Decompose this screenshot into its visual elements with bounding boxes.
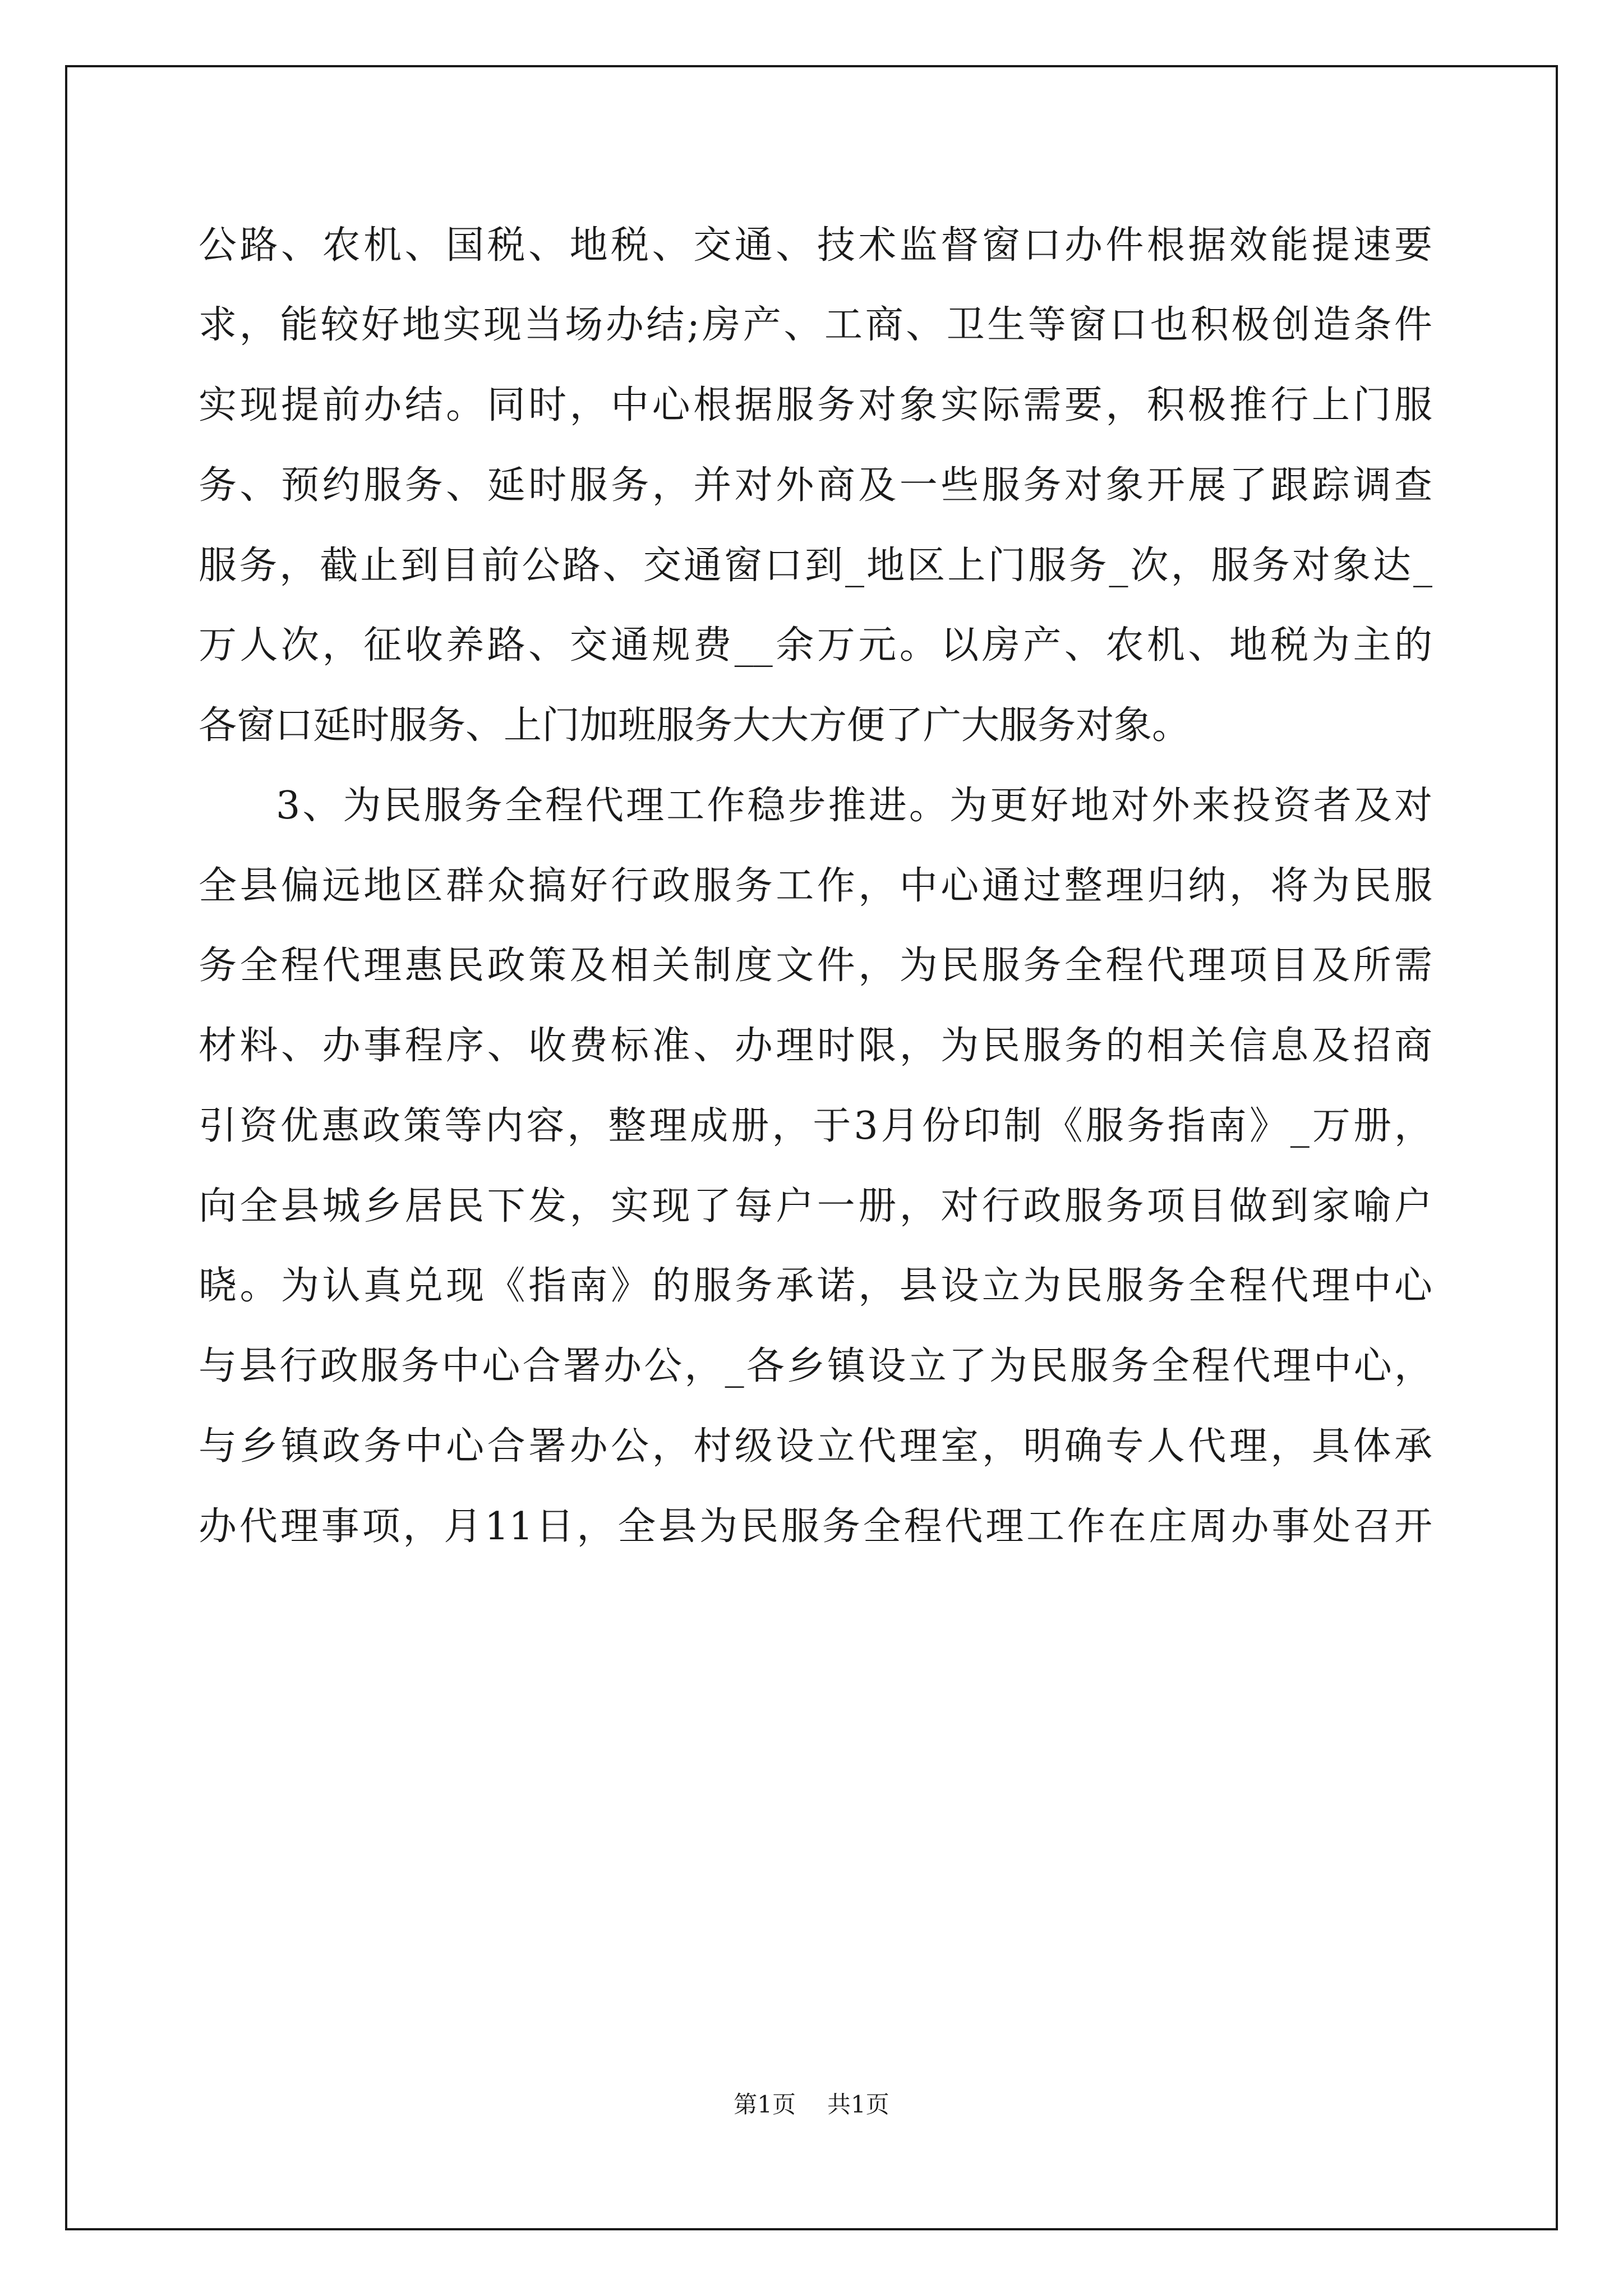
page-number: 第1页 (734, 2091, 796, 2118)
text-line: 各窗口延时服务、上门加班服务大大方便了广大服务对象。 (199, 703, 1191, 748)
text-line: 务、预约服务、延时服务，并对外商及一些服务对象开展了跟踪调查 (199, 463, 1432, 508)
text-line: 全县偏远地区群众搞好行政服务工作，中心通过整理归纳，将为民服 (199, 864, 1432, 908)
text-line: 与县行政服务中心合署办公，_各乡镇设立了为民服务全程代理中心， (199, 1344, 1432, 1388)
text-line: 办代理事项，月11日，全县为民服务全程代理工作在庄周办事处召开 (199, 1504, 1432, 1549)
page-total: 共1页 (827, 2091, 889, 2118)
text-line: 实现提前办结。同时，中心根据服务对象实际需要，积极推行上门服 (199, 383, 1432, 427)
page-footer (0, 2088, 1623, 2122)
text-line: 与乡镇政务中心合署办公，村级设立代理室，明确专人代理，具体承 (199, 1424, 1432, 1469)
text-line: 晓。为认真兑现《指南》的服务承诺，县设立为民服务全程代理中心 (199, 1264, 1432, 1308)
text-line: 引资优惠政策等内容，整理成册，于3月份印制《服务指南》_万册， (199, 1104, 1432, 1148)
text-line: 务全程代理惠民政策及相关制度文件，为民服务全程代理项目及所需 (199, 944, 1432, 988)
text-line: 向全县城乡居民下发，实现了每户一册，对行政服务项目做到家喻户 (199, 1184, 1432, 1228)
text-line: 公路、农机、国税、地税、交通、技术监督窗口办件根据效能提速要 (199, 223, 1432, 268)
text-line: 服务，截止到目前公路、交通窗口到_地区上门服务_次，服务对象达_ (199, 544, 1432, 588)
text-line: 3、为民服务全程代理工作稳步推进。为更好地对外来投资者及对 (276, 784, 1432, 828)
text-line: 求，能较好地实现当场办结;房产、工商、卫生等窗口也积极创造条件 (199, 303, 1432, 347)
text-line: 万人次，征收养路、交通规费__余万元。以房产、农机、地税为主的 (199, 623, 1432, 668)
text-line: 材料、办事程序、收费标准、办理时限，为民服务的相关信息及招商 (199, 1024, 1432, 1068)
